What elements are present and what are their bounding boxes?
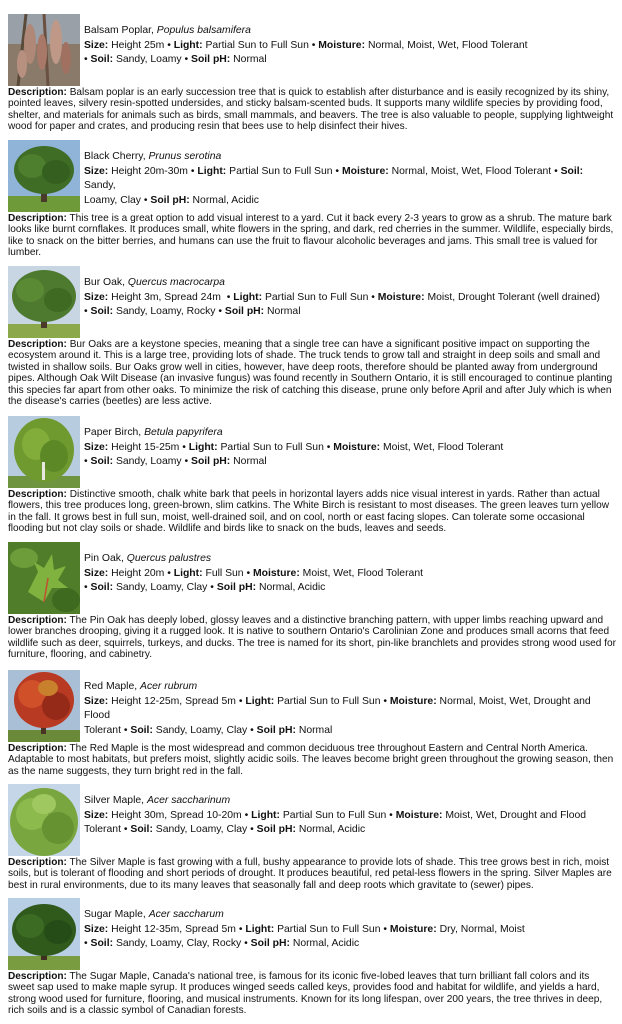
- sugar-maple-tree-image: [8, 898, 80, 970]
- tree-description: Description: Bur Oaks are a keystone species, meaning that a single tree can have a significant positive impact on supporting the ecosystem around it. This is a large tree, providing lots of shade. The truck tends to grow tall and straight in deep soils and small and twisted in shallow soils. Bur Oaks grow well in cities, however, have deep roots, therefore should be planted away from underground pipes. Although Oak Wilt Disease (an invasive fungus) was found recently in Southern Ontario, it is still encouraged to continue planting this species far apart from other oaks. To minimize the risk of catching this disease, prune only before April and after July which is when the disease's carries (beetles) are less active.: [8, 339, 613, 408]
- sugar-maple-header: [84, 908, 616, 952]
- tree-specs: Size: Height 12-35m, Spread 5m • Light: Partial Sun to Full Sun • Moisture: Dry, Normal, Moist • Soil: Sandy, Loamy, Clay, Rocky • Soil pH: Normal, Acidic: [84, 923, 525, 950]
- red-maple-header: [84, 680, 616, 738]
- red-maple-photo: [8, 670, 80, 742]
- tree-title: Silver Maple, Acer saccharinum: [84, 795, 231, 806]
- tree-specs: Size: Height 12-25m, Spread 5m • Light: Partial Sun to Full Sun • Moisture: Normal, Moist, Wet, Drought and Flood Tolerant • Soil: Sandy, Loamy, Clay • Soil pH: Normal: [84, 695, 591, 736]
- tree-title: Sugar Maple, Acer saccharum: [84, 909, 224, 920]
- poplar-catkins-image: [8, 14, 80, 86]
- tree-specs: Size: Height 30m, Spread 10-20m • Light: Partial Sun to Full Sun • Moisture: Moist, Wet, Drought and Flood Tolerant • Soil: Sandy, Loamy, Clay • Soil pH: Normal, Acidic: [84, 809, 587, 836]
- paper-birch-header: [84, 426, 616, 470]
- paper-birch-tree-image: [8, 416, 80, 488]
- paper-birch-photo: [8, 416, 80, 488]
- tree-title: Bur Oak, Quercus macrocarpa: [84, 277, 225, 288]
- tree-specs: Size: Height 20m • Light: Full Sun • Moisture: Moist, Wet, Flood Tolerant • Soil: Sandy, Loamy, Clay • Soil pH: Normal, Acidic: [84, 567, 423, 594]
- black-cherry-photo: [8, 140, 80, 212]
- tree-specs: Size: Height 25m • Light: Partial Sun to Full Sun • Moisture: Normal, Moist, Wet, Flood Tolerant • Soil: Sandy, Loamy • Soil pH: Normal: [84, 39, 528, 66]
- bur-oak-header: [84, 276, 616, 320]
- tree-specs: Size: Height 15-25m • Light: Partial Sun to Full Sun • Moisture: Moist, Wet, Flood Tolerant • Soil: Sandy, Loamy • Soil pH: Normal: [84, 441, 504, 468]
- sugar-maple-photo: [8, 898, 80, 970]
- silver-maple-photo: [8, 784, 80, 856]
- tree-title: Paper Birch, Betula papyrifera: [84, 427, 223, 438]
- tree-description: Description: The Silver Maple is fast growing with a full, bushy appearance to provide lots of shade. This tree grows best in rich, moist soils, but is tolerant of flooding and short periods of drought. It produces beautiful, red petal-less flowers in the spring. Silver Maples are best in rural environments, due to its many leaves that seasonally fall and deep roots which gravitate to (sewer) pipes.: [8, 857, 612, 891]
- tree-specs: Size: Height 20m-30m • Light: Partial Sun to Full Sun • Moisture: Normal, Moist, Wet, Flood Tolerant • Soil: Sandy, Loamy, Clay • Soil pH: Normal, Acidic: [84, 165, 584, 206]
- bur-oak-photo: [8, 266, 80, 338]
- black-cherry-tree-image: [8, 140, 80, 212]
- tree-description: Description: This tree is a great option to add visual interest to a yard. Cut it back every 2-3 years to grow as a shrub. The mature bark looks like burnt cornflakes. It produces small, white flowers in the spring, and dark, red cherries in the summer. Wildlife, especially birds, like to snack on the bitter berries, and humans can use the fruit to flavour alcoholic beverages and jams. This small tree is valued for lumber.: [8, 213, 614, 259]
- pin-oak-photo: [8, 542, 80, 614]
- pin-oak-header: [84, 552, 616, 596]
- tree-description: Description: Balsam poplar is an early succession tree that is quick to establish after disturbance and is easily recognized by its shiny, pointed leaves, silvery resin-spotted undersides, and sticky balsam-scented buds. It supports many wildlife species by providing food, shelter, and materials for animals such as birds, small mammals, and beavers. The tree is also valuable to people, supplying lightweight wood for paper and crates, and producing resin that bees use to help disinfect their hives.: [8, 87, 614, 133]
- silver-maple-header: [84, 794, 616, 838]
- tree-description: Description: Distinctive smooth, chalk white bark that peels in horizontal layers adds nice visual interest in yards. Rather than actual flowers, this tree produces long, green-brown, slim catkins. The White Birch is resistant to most diseases. The green leaves turn yellow in the fall. It grows best in full sun, moist, well-drained soil, and on cool, north or east facing slopes. Can tolerate some occasional flooding but not clay soils or shade. Wildlife and birds like to snack on the buds, leaves and seeds.: [8, 489, 610, 535]
- balsam-poplar-photo: [8, 14, 80, 86]
- red-maple-tree-image: [8, 670, 80, 742]
- bur-oak-tree-image: [8, 266, 80, 338]
- tree-title: Balsam Poplar, Populus balsamifera: [84, 25, 251, 36]
- tree-title: Red Maple, Acer rubrum: [84, 681, 198, 692]
- black-cherry-header: [84, 150, 616, 208]
- tree-description: Description: The Sugar Maple, Canada's national tree, is famous for its iconic five-lobed leaves that turn brilliant fall colors and its sweet sap used to make maple syrup. It produces winged seeds called keys, provides food and habitat for wildlife, and yields a hard, strong wood used for furniture, flooring, and musical instruments. Known for its long lifespan, over 200 years, the tree thrives in deep, rich soils and is a classic symbol of Canadian forests.: [8, 971, 603, 1017]
- tree-title: Pin Oak, Quercus palustres: [84, 553, 212, 564]
- tree-description: Description: The Red Maple is the most widespread and common deciduous tree throughout Eastern and Central North America. Adaptable to most habitats, but prefers moist, slightly acidic soils. The leaves become bright green throughout the growing season, then as the name suggests, they turn bright red in the fall.: [8, 743, 614, 777]
- silver-maple-tree-image: [8, 784, 80, 856]
- tree-description: Description: The Pin Oak has deeply lobed, glossy leaves and a distinctive branching pattern, with upper limbs reaching upward and lower branches drooping, giving it a rugged look. It is native to southern Ontario's Carolinian Zone and produces small acorns that feed wildlife such as deer, squirrels, turkeys, and ducks. The tree is named for its short, pin-like branchlets and provides strong wood used for furniture, flooring, and cabinetry.: [8, 615, 616, 661]
- balsam-poplar-header: [84, 24, 616, 68]
- tree-title: Black Cherry, Prunus serotina: [84, 151, 222, 162]
- tree-specs: Size: Height 3m, Spread 24m • Light: Partial Sun to Full Sun • Moisture: Moist, Drought Tolerant (well drained) • Soil: Sandy, Loamy, Rocky • Soil pH: Normal: [84, 291, 600, 318]
- pin-oak-leaf-image: [8, 542, 80, 614]
